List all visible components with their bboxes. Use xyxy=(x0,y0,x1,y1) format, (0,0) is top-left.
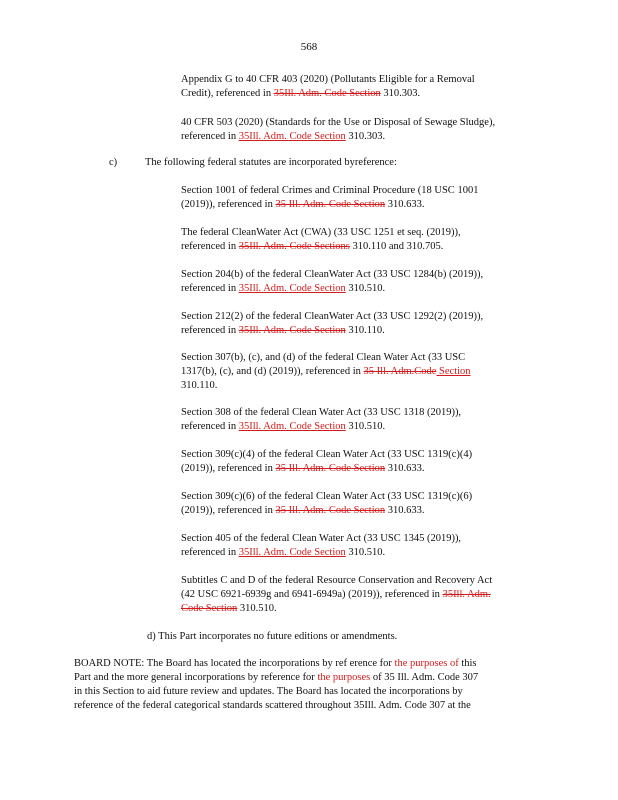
section-c-marker: c) xyxy=(109,157,118,168)
statute-entry: Section 309(c)(6) of the federal Clean Water Act (33 USC 1319(c)(6) (2019)), referenced in 35 Ill. Adm. Code Section 310.633. xyxy=(181,491,473,516)
deleted-text: 35Ill. Adm. Code Sections xyxy=(238,241,350,252)
entry-line: Appendix G to 40 CFR 403 (2020) (Pollutants Eligible for a Removal xyxy=(181,74,475,85)
inserted-text: the purposes of xyxy=(394,658,459,669)
deleted-text: 35Ill. Adm. Code Section xyxy=(273,88,381,99)
statute-entry: Section 307(b), (c), and (d) of the federal Clean Water Act (33 USC 1317(b), (c), and (d) (2019)), referenced in 35 Ill. Adm.Code Section 310.110. xyxy=(181,352,471,391)
appendix-entry-2: 40 CFR 503 (2020) (Standards for the Use or Disposal of Sewage Sludge), referenced in 35Ill. Adm. Code Section 310.303. xyxy=(181,116,537,144)
subtitles-entry: Subtitles C and D of the federal Resource Conservation and Recovery Act (42 USC 6921-6939g and 6941-6949a) (2019)), referenced in 35Ill. Adm. Code Section 310.510. xyxy=(181,575,493,614)
inserted-text: the purposes xyxy=(317,672,371,683)
section-d: d) This Part incorporates no future editions or amendments. xyxy=(147,631,398,642)
statute-entry: Section 212(2) of the federal CleanWater Act (33 USC 1292(2) (2019)), referenced in 35Ill. Adm. Code Section 310.110. xyxy=(181,311,484,336)
page-number: 568 xyxy=(300,41,318,53)
statute-entry: Section 308 of the federal Clean Water Act (33 USC 1318 (2019)), referenced in 35Ill. Adm. Code Section 310.510. xyxy=(181,407,462,432)
statute-entry: Section 204(b) of the federal CleanWater Act (33 USC 1284(b) (2019)), referenced in 35Ill. Adm. Code Section 310.510. xyxy=(181,269,484,294)
deleted-text: 35 Ill. Adm. Code Section xyxy=(275,505,386,516)
statute-entry: The federal CleanWater Act (CWA) (33 USC 1251 et seq. (2019)), referenced in 35Ill. Adm. Code Sections 310.110 and 310.705. xyxy=(181,227,461,252)
deleted-text: Code Section xyxy=(181,603,238,614)
appendix-entry-1: Appendix G to 40 CFR 403 (2020) (Pollutants Eligible for a Removal Credit), referenced in 35Ill. Adm. Code Section 310.303. xyxy=(181,73,537,101)
deleted-text: 35Ill. Adm. xyxy=(442,589,491,600)
inserted-text: 35Ill. Adm. Code Section xyxy=(238,283,346,294)
deleted-text: 35Ill. Adm. Code Section xyxy=(238,325,346,336)
statute-entry: Section 405 of the federal Clean Water Act (33 USC 1345 (2019)), referenced in 35Ill. Adm. Code Section 310.510. xyxy=(181,533,462,558)
inserted-text: 35Ill. Adm. Code Section xyxy=(238,131,346,142)
section-c-label: The following federal statutes are incorporated byreference: xyxy=(145,157,397,168)
deleted-text: 35 Ill. Adm. Code Section xyxy=(275,199,386,210)
deleted-text: 35 Ill. Adm.Code xyxy=(363,366,437,377)
inserted-text: 35Ill. Adm. Code Section xyxy=(238,547,346,558)
inserted-text: 35Ill. Adm. Code Section xyxy=(238,421,346,432)
inserted-text: Section xyxy=(436,366,471,377)
statute-entry: Section 309(c)(4) of the federal Clean Water Act (33 USC 1319(c)(4) (2019)), referenced in 35 Ill. Adm. Code Section 310.633. xyxy=(181,449,473,474)
entry-line: 40 CFR 503 (2020) (Standards for the Use or Disposal of Sewage Sludge), xyxy=(181,117,496,128)
board-note: BOARD NOTE: The Board has located the incorporations by ref erence for the purposes of this Part and the more general incorporations by reference for the purposes of 35 Ill. Adm. Code 307 in this Section to aid future review and updates. The Board has located the incorporations by reference of the federal categorical standards scattered throughout 35Ill. Adm. Code 307 at the xyxy=(74,658,479,711)
statute-entry: Section 1001 of federal Crimes and Criminal Procedure (18 USC 1001 (2019)), referenced in 35 Ill. Adm. Code Section 310.633. xyxy=(181,185,479,210)
deleted-text: 35 Ill. Adm. Code Section xyxy=(275,463,386,474)
